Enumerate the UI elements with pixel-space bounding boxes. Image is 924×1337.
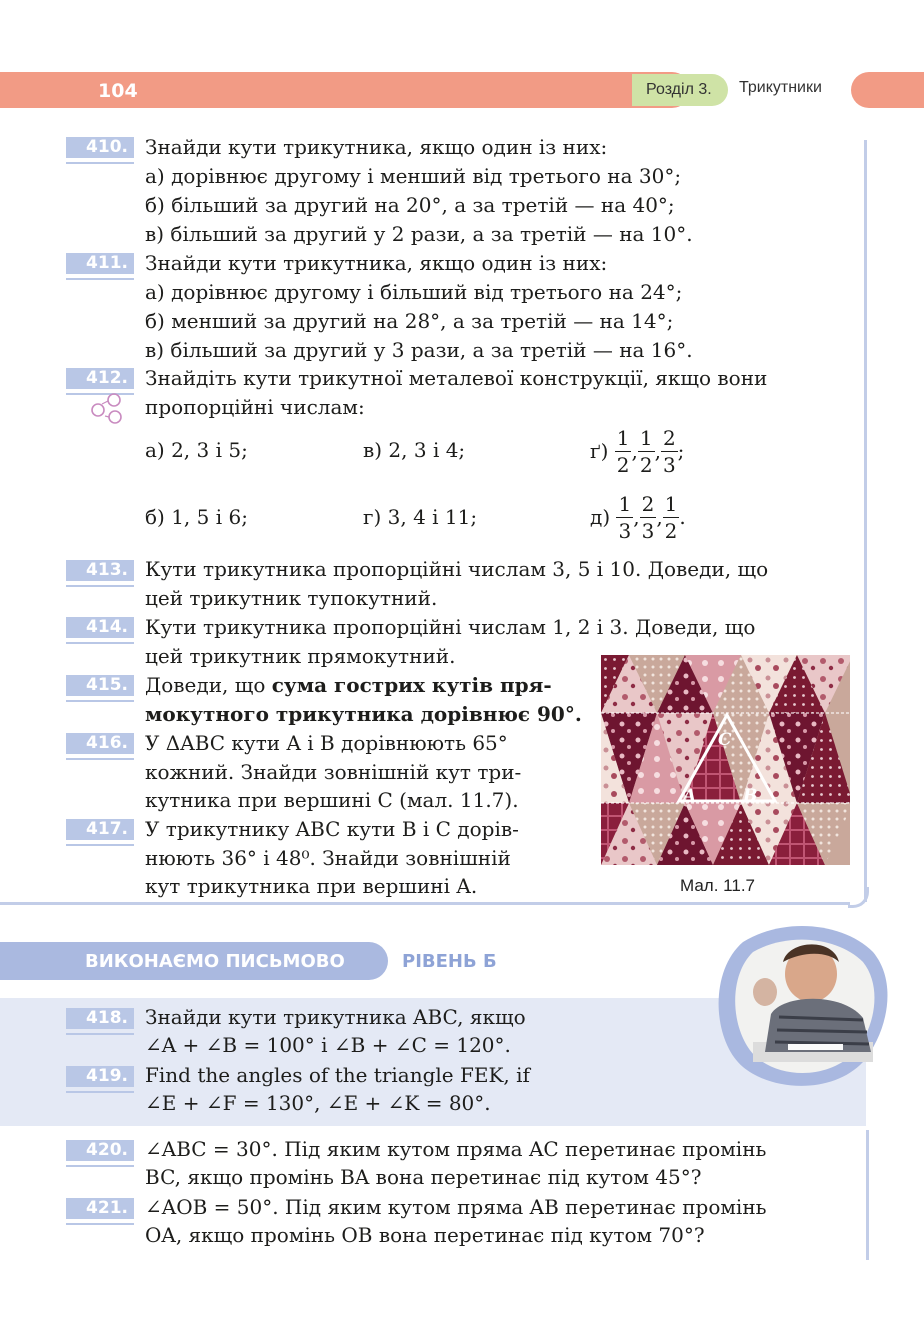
- problem-text: Кути трикутника пропорційні числам 1, 2 і 3. Доведи, що: [145, 615, 756, 639]
- problem-text: У трикутнику ABC кути B і C дорів-: [145, 817, 519, 841]
- problem-number: 411.: [66, 253, 134, 274]
- problem-number: 412.: [66, 368, 134, 389]
- problem-number: 421.: [66, 1198, 134, 1219]
- problem-text: кутника при вершині C (мал. 11.7).: [145, 788, 519, 812]
- fraction: $\frac{2}{3}$: [662, 425, 676, 477]
- problem-text: Доведи, що сума гострих кутів пря-: [145, 673, 552, 697]
- problem-item: а) дорівнює другому і більший від третього на 24°;: [145, 280, 683, 304]
- problem-number: 419.: [66, 1066, 134, 1087]
- problem-text: Знайди кути трикутника ABC, якщо: [145, 1005, 526, 1029]
- fraction-item-d: д) $\frac{1}{3}$ , $\frac{2}{3}$ , $\frac{1}{2}$ .: [590, 491, 686, 543]
- vertex-label-c: C: [718, 730, 732, 750]
- problem-item: б) 1, 5 і 6;: [145, 505, 248, 529]
- problem-text: ∠AOB = 50°. Під яким кутом пряма AB перетинає промінь: [145, 1195, 767, 1219]
- fraction: $\frac{1}{2}$: [616, 425, 630, 477]
- item-label: ґ): [590, 438, 609, 463]
- figure-caption: Мал. 11.7: [680, 876, 755, 895]
- problem-item: в) більший за другий у 3 рази, а за третій — на 16°.: [145, 338, 693, 362]
- problem-item: а) 2, 3 і 5;: [145, 438, 248, 462]
- problem-formula: ∠E + ∠F = 130°, ∠E + ∠K = 80°.: [145, 1091, 491, 1115]
- problem-item: в) більший за другий у 2 рази, а за третій — на 10°.: [145, 222, 693, 246]
- problem-formula: ∠A + ∠B = 100° і ∠B + ∠C = 120°.: [145, 1033, 511, 1057]
- group-work-icon: [88, 390, 124, 426]
- frame-right-line: [864, 140, 867, 902]
- problem-text: цей трикутник прямокутний.: [145, 644, 456, 668]
- vertex-label-b: B: [743, 786, 758, 806]
- banner-title: ВИКОНАЄМО ПИСЬМОВО: [85, 951, 345, 972]
- problem-number: 416.: [66, 733, 134, 754]
- problem-text: мокутного трикутника дорівнює 90°.: [145, 702, 582, 726]
- problem-text: BC, якщо промінь BA вона перетинає під кутом 45°?: [145, 1165, 702, 1189]
- fraction-item-g: ґ) $\frac{1}{2}$ , $\frac{1}{2}$ , $\frac{2}{3}$ ;: [590, 425, 685, 477]
- problem-text: Знайди кути трикутника, якщо один із них:: [145, 251, 608, 275]
- frame-bottom-line: [0, 902, 850, 905]
- problem-text: Кути трикутника пропорційні числам 3, 5 і 10. Доведи, що: [145, 557, 769, 581]
- problem-number: 410.: [66, 137, 134, 158]
- problem-number: 413.: [66, 560, 134, 581]
- problem-text: OA, якщо промінь OB вона перетинає під кутом 70°?: [145, 1223, 705, 1247]
- problem-number: 420.: [66, 1140, 134, 1161]
- fraction: $\frac{2}{3}$: [641, 491, 655, 543]
- header-tab: [851, 72, 924, 108]
- problem-number: 414.: [66, 617, 134, 638]
- section-label: Розділ 3.: [632, 74, 728, 106]
- frame-corner: [848, 887, 869, 908]
- problem-item: г) 3, 4 і 11;: [363, 505, 478, 529]
- problem-text: пропорційні числам:: [145, 395, 365, 419]
- problem-text: нюють 36° і 48⁰. Знайди зовнішній: [145, 846, 511, 870]
- problem-number: 418.: [66, 1008, 134, 1029]
- banner-level: РІВЕНЬ Б: [402, 951, 497, 972]
- vertex-label-a: A: [683, 786, 697, 806]
- problem-text: Знайдіть кути трикутної металевої конструкції, якщо вони: [145, 366, 768, 390]
- fraction: $\frac{1}{3}$: [618, 491, 632, 543]
- page-number: 104: [98, 80, 138, 102]
- problem-item: б) менший за другий на 28°, а за третій — на 14°;: [145, 309, 674, 333]
- problem-item: в) 2, 3 і 4;: [363, 438, 466, 462]
- problem-text: ∠ABC = 30°. Під яким кутом пряма AC перетинає промінь: [145, 1137, 767, 1161]
- chapter-title: Трикутники: [739, 79, 822, 96]
- problem-text: кожний. Знайди зовнішній кут три-: [145, 760, 522, 784]
- problem-item: а) дорівнює другому і менший від третього на 30°;: [145, 164, 682, 188]
- fraction: $\frac{1}{2}$: [639, 425, 653, 477]
- problem-text: кут трикутника при вершині A.: [145, 874, 478, 898]
- problem-text: Знайди кути трикутника, якщо один із них:: [145, 135, 608, 159]
- problem-text: У ΔABC кути A і B дорівнюють 65°: [145, 731, 508, 755]
- student-photo: [713, 922, 893, 1092]
- problem-text: цей трикутник тупокутний.: [145, 586, 438, 610]
- problem-number: 415.: [66, 675, 134, 696]
- problem-number: 417.: [66, 819, 134, 840]
- item-label: д): [590, 504, 611, 529]
- problem-text: Find the angles of the triangle FEK, if: [145, 1063, 530, 1087]
- frame-right-line-lower: [866, 1130, 869, 1260]
- problem-item: б) більший за другий на 20°, а за третій — на 40°;: [145, 193, 675, 217]
- fraction: $\frac{1}{2}$: [664, 491, 678, 543]
- quilt-figure: [601, 655, 850, 865]
